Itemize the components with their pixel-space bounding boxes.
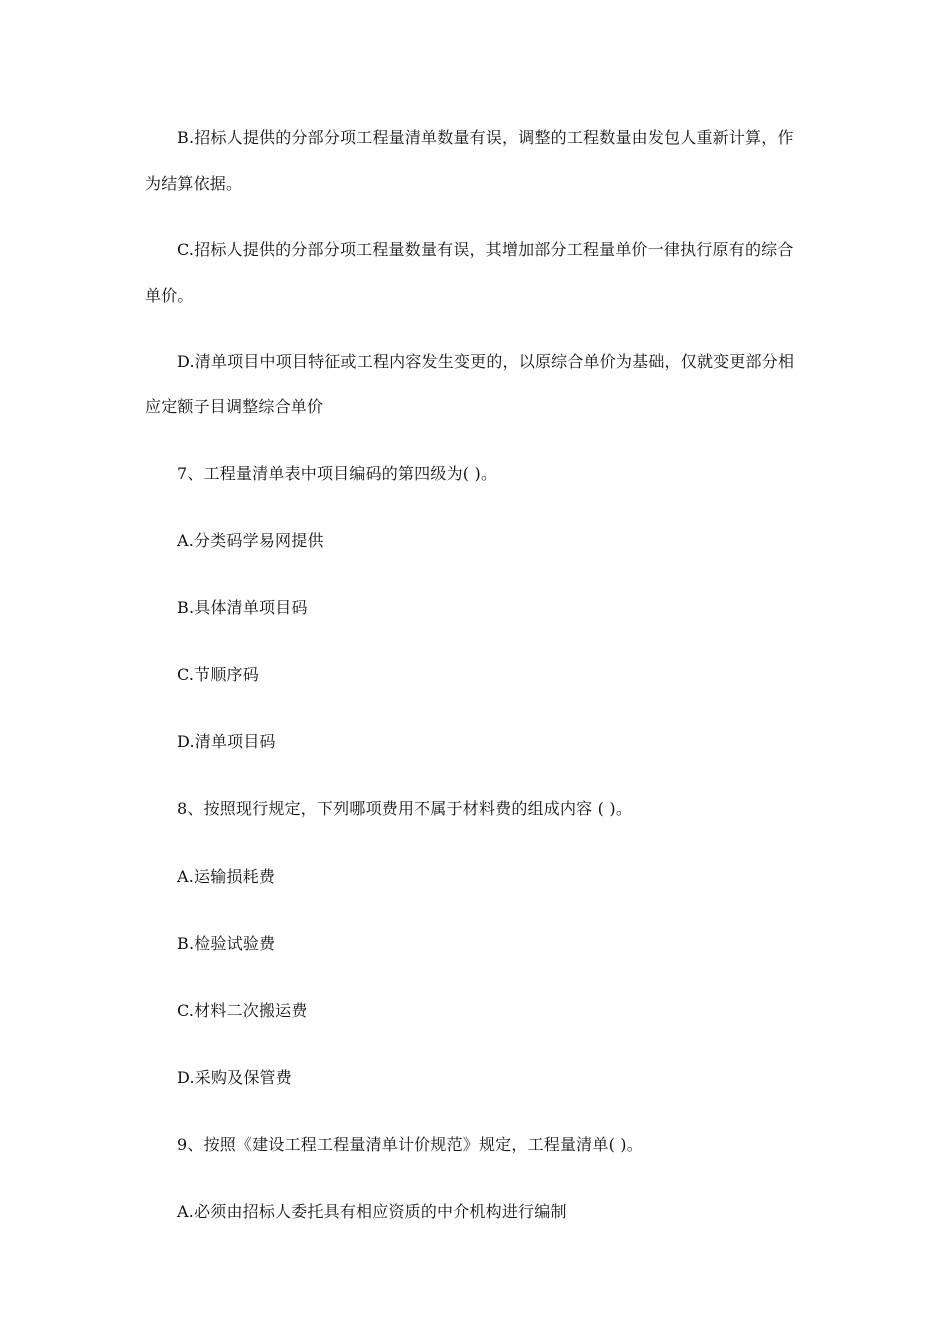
option-d-q8: D.采购及保管费: [177, 1068, 292, 1087]
option-a-q9: A.必须由招标人委托具有相应资质的中介机构进行编制: [177, 1202, 567, 1221]
option-c-q7: C.节顺序码: [177, 665, 259, 684]
option-c-q8: C.材料二次搬运费: [177, 1001, 308, 1020]
option-a-q7: A.分类码学易网提供: [177, 531, 324, 550]
option-b-q8: B.检验试验费: [177, 934, 276, 953]
question-8: 8、按照现行规定，下列哪项费用不属于材料费的组成内容 ( )。: [177, 799, 633, 818]
option-d-q6-line2: 应定额子目调整综合单价: [145, 397, 324, 416]
option-a-q8: A.运输损耗费: [177, 867, 276, 886]
option-b-q6-line1: B.招标人提供的分部分项工程量清单数量有误，调整的工程数量由发包人重新计算，作: [177, 128, 794, 147]
question-7: 7、工程量清单表中项目编码的第四级为( )。: [177, 464, 498, 483]
question-9: 9、按照《建设工程工程量清单计价规范》规定，工程量清单( )。: [177, 1135, 643, 1154]
option-c-q6-line2: 单价。: [145, 286, 194, 305]
option-b-q6-line2: 为结算依据。: [145, 174, 243, 193]
option-d-q7: D.清单项目码: [177, 732, 276, 751]
option-d-q6-line1: D.清单项目中项目特征或工程内容发生变更的，以原综合单价为基础，仅就变更部分相: [177, 352, 795, 371]
option-b-q7: B.具体清单项目码: [177, 598, 308, 617]
option-c-q6-line1: C.招标人提供的分部分项工程量数量有误，其增加部分工程量单价一律执行原有的综合: [177, 240, 794, 259]
